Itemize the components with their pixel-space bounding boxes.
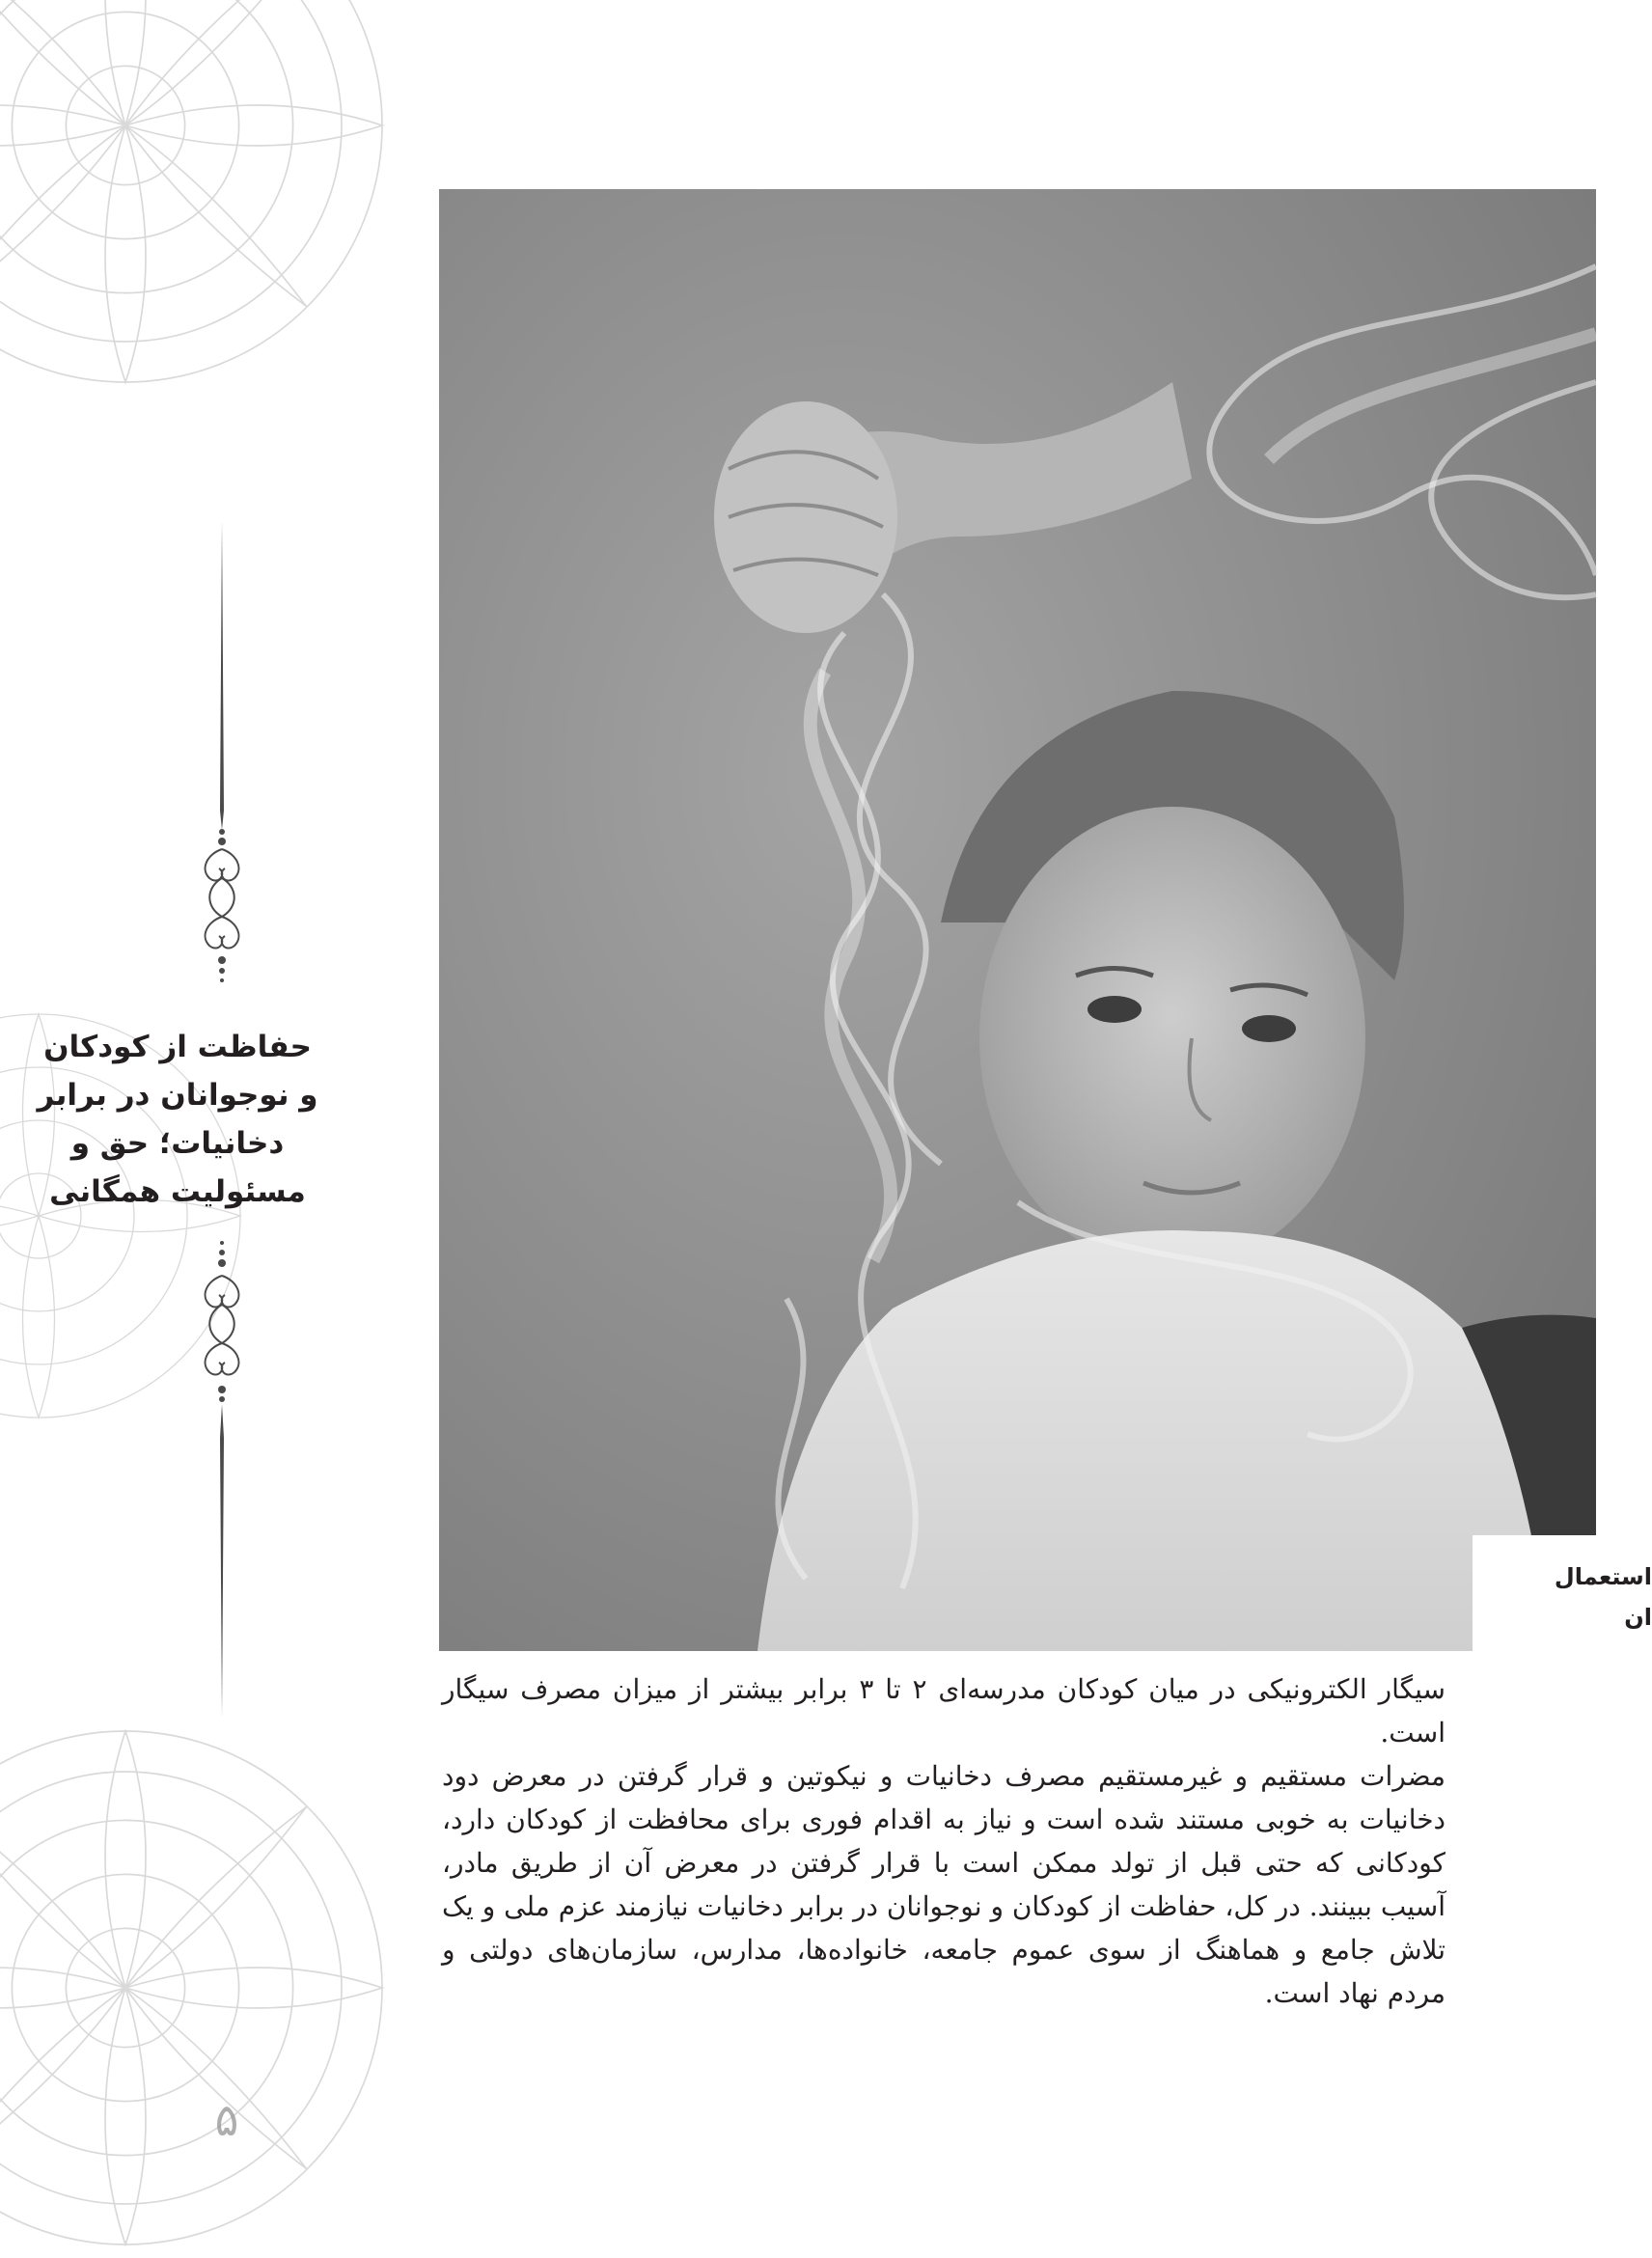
photo-illustration-icon <box>439 189 1596 1651</box>
heading-line: دخانیات؛ حق و <box>70 1126 285 1161</box>
caption-line: ان <box>1624 1604 1652 1631</box>
body-paragraph: مضرات مستقیم و غیرمستقیم مصرف دخانیات و نیکوتین و قرار گرفتن در معرض دود دخانیات به خوبی مستند شده است و نیاز به اقدام فوری برای محافظت از کودکان دارد، کودکانی که حتی قبل از تولد ممکن است با قرار گرفتن در معرض آن از طریق مادر، آسیب ببینند. در کل، حفاظت از کودکان و نوجوانان در برابر دخانیات نیازمند عزم ملی و یک تلاش جامع و هماهنگ از سوی عموم جامعه، خانواده‌ها، مدارس، سازمان‌های دولتی و مردم نهاد است. <box>442 1760 1446 2009</box>
heading-line: و نوجوانان در برابر <box>37 1078 318 1113</box>
ornament-divider-icon <box>188 1235 256 1718</box>
page-number: ۵ <box>214 2094 239 2146</box>
ornament-divider-icon <box>188 521 256 1004</box>
body-text <box>442 1667 1446 2015</box>
mandala-decoration-icon <box>0 0 396 396</box>
body-paragraph: سیگار الکترونیکی در میان کودکان مدرسه‌ای ۲ تا ۳ برابر بیشتر از میزان مصرف سیگار است. <box>442 1673 1446 1749</box>
photo-caption-fragment <box>1473 1535 1652 1651</box>
heading-line: حفاظت از کودکان <box>43 1030 312 1064</box>
heading-line: مسئولیت همگانی <box>49 1174 306 1209</box>
caption-line: استعمال <box>1554 1563 1652 1590</box>
mandala-decoration-icon <box>0 1718 396 2258</box>
section-heading <box>14 1023 342 1216</box>
child-smoke-photo <box>439 189 1652 1651</box>
